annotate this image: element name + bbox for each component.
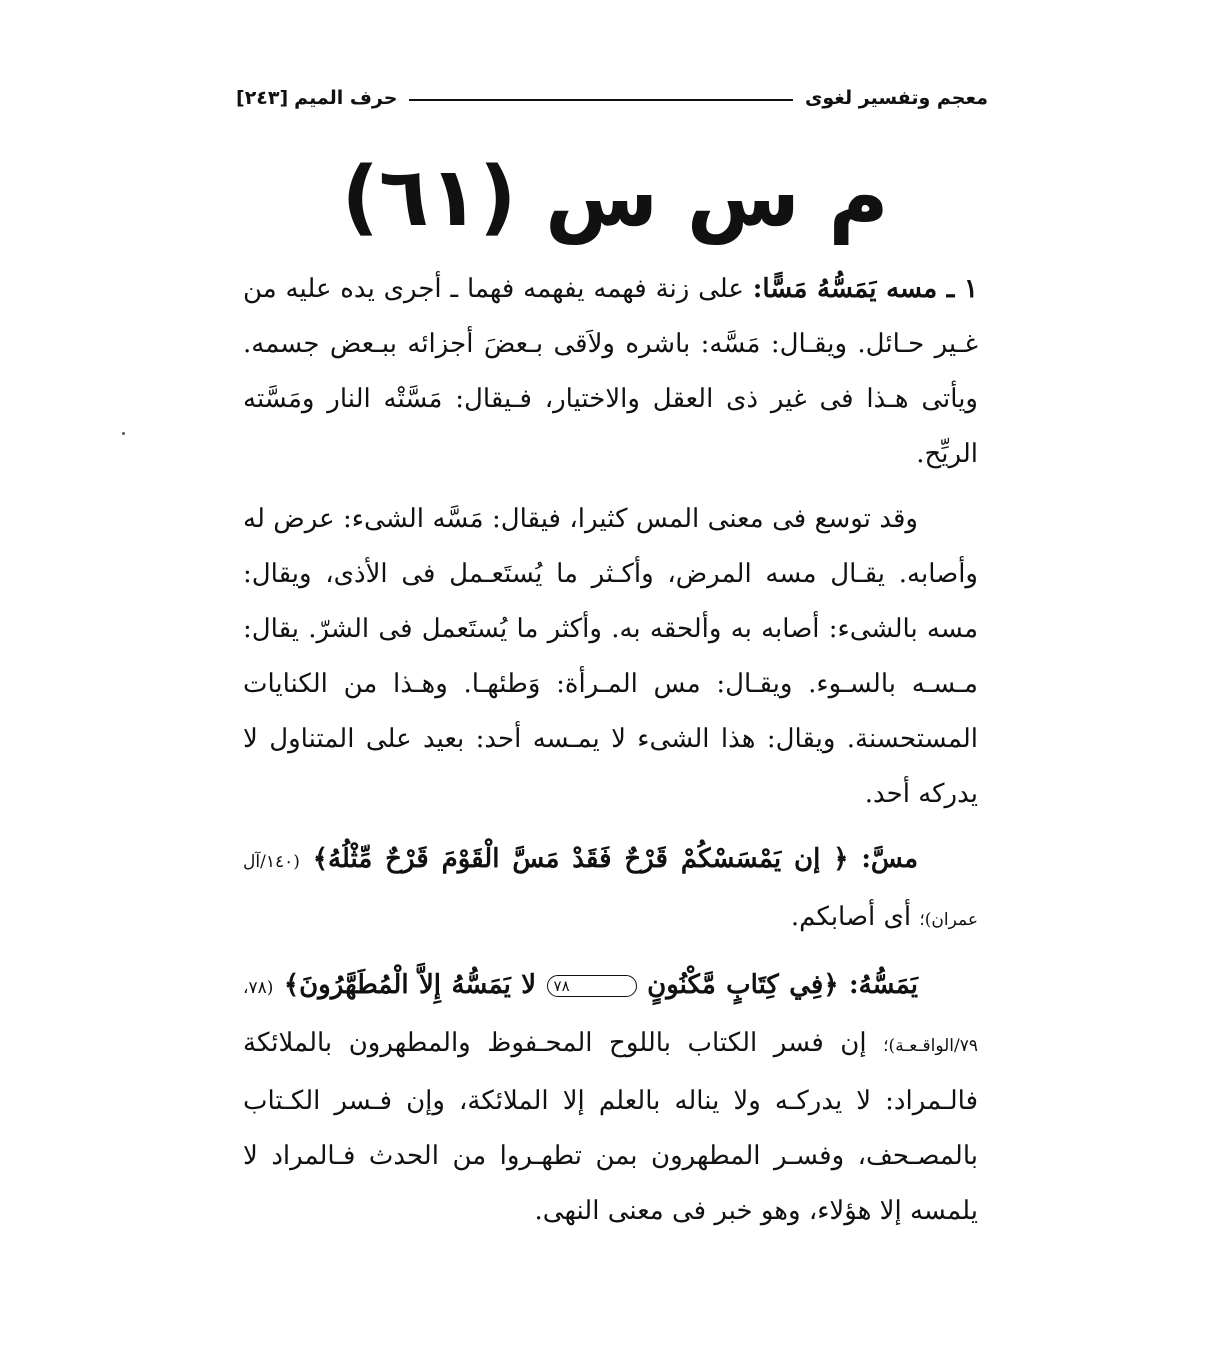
paragraph-3-lead: مسَّ:: [861, 844, 918, 874]
entry-title: م س س (٦١): [341, 150, 889, 245]
scan-speck: [122, 432, 125, 435]
paragraph-2-text: وقد توسع فى معنى المس كثيرا، فيقال: مَسَّه الشىء: عرض له وأصابه. يقـال مسه المرض، وأكـثر ما يُستَعـمل فى الأذى، ويقال: مسه بالشىء: أصابه به وألحقه به. وأكثر ما يُستَعمل فى الشرّ. يقال: مـسـه بالسـوء. ويقـال: مس المـرأة: وَطئهـا. وهـذا من الكنايات المستحسنة. ويقال: هذا الشىء لا يمـسه أحد: بعيد على المتناول لا يدركه أحد.: [243, 504, 978, 809]
verse-reference: (٧٨، ٧٩/الواقـعـة)؛: [243, 978, 978, 1056]
quran-verse-part-a: ﴿فِي كِتَابٍ مَّكْنُونٍ: [636, 970, 849, 1000]
paragraph-1-text: على زنة فهمه يفهمه فهما ـ أجرى يده عليه من غـير حـائل. ويقـال: مَسَّه: باشره ولاَقى بـعضَ أجزائه ببـعض جسمه. ويأتى هـذا فى غير ذى العقل والاختيار، فـيقال: مَسَّتْه النار ومَسَّته الريِّح.: [243, 274, 978, 469]
book-title: معجم وتفسير لغوى: [804, 87, 988, 109]
running-header: [236, 78, 988, 118]
ayah-number-marker: ٧٨: [547, 975, 637, 997]
paragraph-1-lead: ١ ـ مسه يَمَسُّهُ مَسًّا:: [752, 274, 978, 304]
section-name: حرف الميم: [294, 87, 398, 109]
paragraph-4: [243, 958, 978, 1239]
paragraph-3: [243, 832, 978, 948]
paragraph-4-text: إن فسر الكتاب باللوح المحـفوظ والمطهرون بالملائكة فالـمراد: لا يدركـه ولا يناله بالعلم إلا الملائكة، وإن فـسر الكـتاب بالمصـحف، وفسـر المطهرون بمن تطهـروا من الحدث فـالمراد لا يلمسه إلا هؤلاء، وهو خبر فى معنى النهى.: [243, 1028, 978, 1226]
paragraph-3-text: أى أصابكم.: [790, 902, 920, 932]
quran-verse-part-b: لا يَمَسُّهُ إِلاَّ الْمُطَهَّرُونَ﴾: [273, 970, 547, 1000]
header-rule: [409, 99, 793, 101]
verse-reference: (١٤٠/آل عمران)؛: [243, 852, 978, 930]
paragraph-2: [243, 492, 978, 822]
entry-body: [243, 262, 978, 1249]
paragraph-4-lead: يَمَسُّهُ:: [849, 970, 918, 1000]
paragraph-1: [243, 262, 978, 482]
quran-verse: ﴿ إن يَمْسَسْكُمْ قَرْحٌ فَقَدْ مَسَّ الْقَوْمَ قَرْحٌ مِّثْلُهُ﴾: [299, 844, 862, 874]
page-number: [٢٤٣]: [236, 87, 289, 109]
